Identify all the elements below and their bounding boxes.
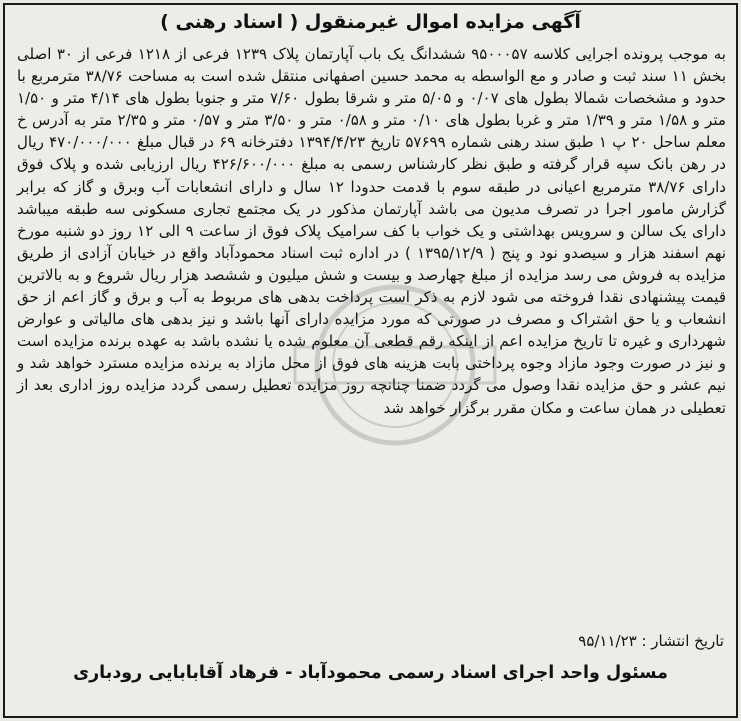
signature-line: مسئول واحد اجرای اسناد رسمی محمودآباد - فرهاد آقابابایی رودباری	[73, 663, 668, 683]
notice-body-text: به موجب پرونده اجرایی کلاسه ۹۵۰۰۰۵۷ ششدانگ یک باب آپارتمان پلاک ۱۲۳۹ فرعی از ۱۲۱۸ فرعی از ۳۰ اصلی بخش ۱۱ سند ثبت و صادر و مع الواسطه به محمد حسین اصفهانی منتقل شده است به مساحت ۳۸/۷۶ مترمربع با حدود و مشخصات شمالا بطول های ۰/۰۷ و ۵/۰۵ متر و شرقا بطول ۷/۶۰ متر و جنوبا بطول های ۴/۱۴ متر و ۱/۵۰ متر و ۱/۵۸ متر و ۱/۳۹ متر و غربا بطول های ۰/۱۰ متر و ۰/۵۸ متر و ۳/۵۰ متر و ۰/۵۷ متر و ۲/۳۵ متر به آدرس خ معلم ساحل ۲۰ پ ۱ طبق سند رهنی شماره ۵۷۶۹۹ تاریخ ۱۳۹۴/۴/۲۳ دفترخانه ۶۹ در قبال مبلغ ۴۷۰/۰۰۰/۰۰۰ ریال در رهن بانک سپه قرار گرفته و طبق نظر کارشناس رسمی به مبلغ ۴۲۶/۶۰۰/۰۰۰ ریال ارزیابی شده و پلاک فوق دارای ۳۸/۷۶ مترمربع اعیانی در طبقه سوم با قدمت حدودا ۱۲ سال و دارای انشعابات آب وبرق و گاز که برابر گزارش مامور اجرا در تصرف مدیون می باشد آپارتمان مذکور در یک مجتمع تجاری مسکونی سه طبقه میباشد دارای یک سالن و سرویس بهداشتی و یک خواب با کف سرامیک پلاک فوق از ساعت ۹ الی ۱۲ روز دو شنبه مورخ نهم اسفند هزار و سیصدو نود و پنج ( ۱۳۹۵/۱۲/۹ ) در اداره ثبت اسناد محمودآباد واقع در خیابان آزادی از طریق مزایده به فروش می رسد مزایده از مبلغ چهارصد و بیست و شش میلیون و ششصد هزار ریال شروع و به بالاترین قیمت پیشنهادی نقدا فروخته می شود لازم به ذکر است پرداخت بدهی های مربوط به آب و برق و گاز اعم از حق انشعاب و یا حق اشتراک و مصرف در صورتی که مورد مزایده دارای آنها باشد و نیز بدهی های مالیاتی و عوارض شهرداری و غیره تا تاریخ مزایده اعم از اینکه رقم قطعی آن معلوم شده یا نشده باشد به عهده برنده مزایده است و نیز در صورت وجود مازاد وجوه پرداختی بابت هزینه های فوق از محل مازاد به برنده مزایده مسترد خواهد شد و نیم عشر و حق مزایده نقدا وصول می گردد ضمنا چنانچه روز مزایده تعطیل رسمی گردد مزایده روز اداری بعد از تعطیلی در همان ساعت و مکان مقرر برگزار خواهد شد	[17, 45, 727, 417]
notice-body	[17, 43, 726, 419]
notice-title: آگهی مزایده اموال غیرمنقول ( اسناد رهنی )	[160, 11, 581, 33]
notice-frame	[3, 3, 738, 718]
publication-date: تاریخ انتشار : ۹۵/۱۱/۲۳	[578, 632, 724, 650]
